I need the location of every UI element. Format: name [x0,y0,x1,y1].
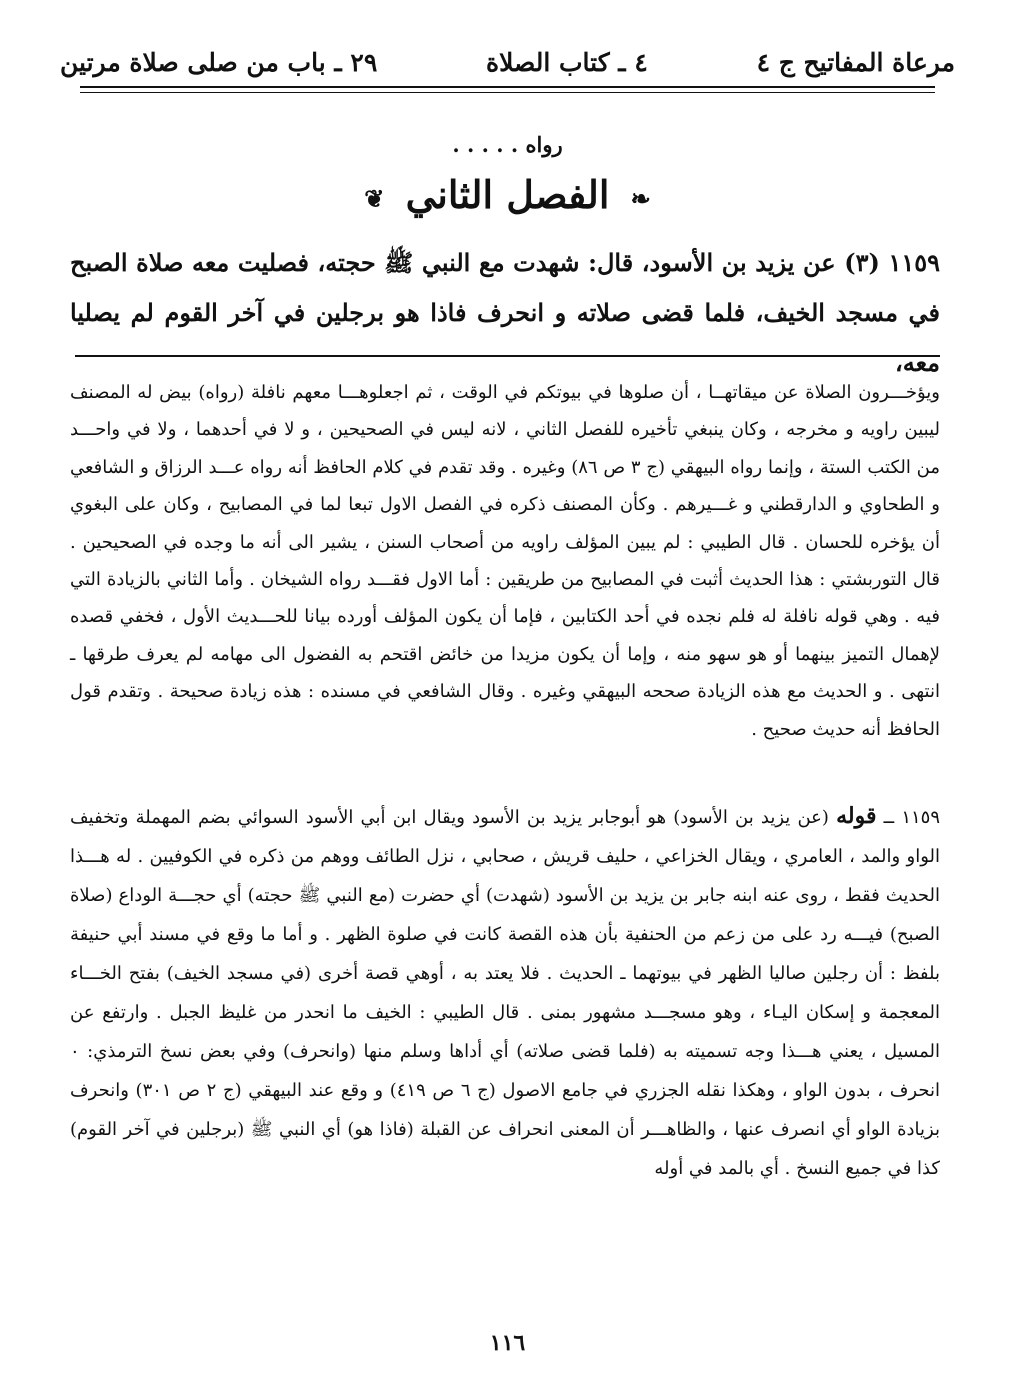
book-section: ٤ ـ كتاب الصلاة [486,47,648,77]
rawah-line: رواه . . . . . [452,132,563,157]
sharh-paragraph [70,797,940,1188]
sharh-number: ١١٥٩ ــ [883,807,940,828]
footnote-separator [75,355,940,357]
sharh-text: (عن يزيد بن الأسود) هو أبوجابر يزيد بن الأسود ويقال ابن أبي الأسود السوائي بضم المهملة وتخفيف الواو والمد ، العامري ، ويقال الخزاعي ، حليف قريش ، صحابي ، نزل الطائف ووهم من ذكره في الكوفيين . له هـــذا الحديث فقط ، روى عنه ابنه جابر بن يزيد بن الأسود (شهدت) أي حضرت (مع النبي ﷺ حجته) أي حجـــة الوداع (صلاة الصبح) فيـــه رد على من زعم من الحنفية بأن هذه القصة كانت في صلوة الظهر . و أما ما وقع في مسند أبي حنيفة بلفظ : أن رجلين صاليا الظهر في بيوتهما ـ الحديث . فلا يعتد به ، أوهي قصة أخرى (في مسجد الخيف) بفتح الخـــاء المعجمة و إسكان اليـاء ، وهو مسجـــد مشهور بمنى . قال الطيبي : الخيف ما انحدر من غليظ الجبل . وارتفع عن المسيل ، يعني هـــذا وجه تسميته به (فلما قضى صلاته) أي أداها وسلم منها (وانحرف) وفي بعض نسخ الترمذي: ٠ انحرف ، بدون الواو ، وهكذا نقله الجزري في جامع الاصول (ج ٦ ص ٤١٩) و وقع عند البيهقي (ج ٢ ص ٣٠١) وانحرف بزيادة الواو أي انصرف عنها ، والظاهـــر أن المعنى انحراف عن القبلة (فاذا هو) أي النبي ﷺ (برجلين في آخر القوم) كذا في جميع النسخ . أي بالمد في أوله [70,807,940,1179]
ornament-left-icon: ❦ [364,184,385,213]
section-title: الفصل الثاني [405,172,610,217]
chapter-title: ٢٩ ـ باب من صلى صلاة مرتين [60,47,378,77]
sharh-lead: قوله [836,803,877,829]
commentary-text: ويؤخـــرون الصلاة عن ميقاتهــا ، أن صلوها في بيوتكم في الوقت ، ثم اجعلوهـــا معهم نافلة (رواه) بيض له المصنف ليبين راويه و مخرجه ، وكان ينبغي تأخيره للفصل الثاني ، لانه ليس في الصحيحين ، و لا في أحدهما ، ولا في واحـــد من الكتب الستة ، وإنما رواه البيهقي (ج ٣ ص ٨٦) وغيره . وقد تقدم في كلام الحافظ أنه رواه عـــد الرزاق و الشافعي و الطحاوي و الدارقطني و غـــيرهم . وكأن المصنف ذكره في الفصل الاول تبعا لما في المصابيح ، وكان على البغوي أن يؤخره للحسان . قال الطيبي : لم يبين المؤلف راويه من أصحاب السنن ، يشير الى أنه ما وجده في الصحيحين . قال التوربشتي : هذا الحديث أثبت في المصابيح من طريقين : أما الاول فقـــد رواه الشيخان . وأما الثاني بالزيادة التي فيه . وهي قوله نافلة له فلم نجده في أحد الكتابين ، فإما أن يكون المؤلف أورده بيانا للحـــديث الأول ، فخفي قصده لإهمال التميز بينهما أو هو سهو منه ، وإما أن يكون مزيدا من خائض اقتحم به الفضول الى مهامه لم يعرف طرقها ـ انتهى . و الحديث مع هذه الزيادة صححه البيهقي وغيره . وقال الشافعي في مسنده : هذه زيادة صحيحة . وتقدم قول الحافظ أنه حديث صحيح . [70,382,940,740]
running-header [60,42,955,82]
hadith-text: ١١٥٩ (٣) عن يزيد بن الأسود، قال: شهدت مع النبي ﷺ حجته، فصليت معه صلاة الصبح في مسجد الخيف، فلما قضى صلاته و انحرف فاذا هو برجلين في آخر القوم لم يصليا معه، [70,248,940,377]
page-number: ١١٦ [489,1330,526,1356]
section-heading [0,172,1015,217]
book-title: مرعاة المفاتيح ج ٤ [756,47,955,77]
header-rule [80,86,935,88]
ornament-right-icon: ❧ [630,184,651,213]
header-rule-thin [80,92,935,93]
